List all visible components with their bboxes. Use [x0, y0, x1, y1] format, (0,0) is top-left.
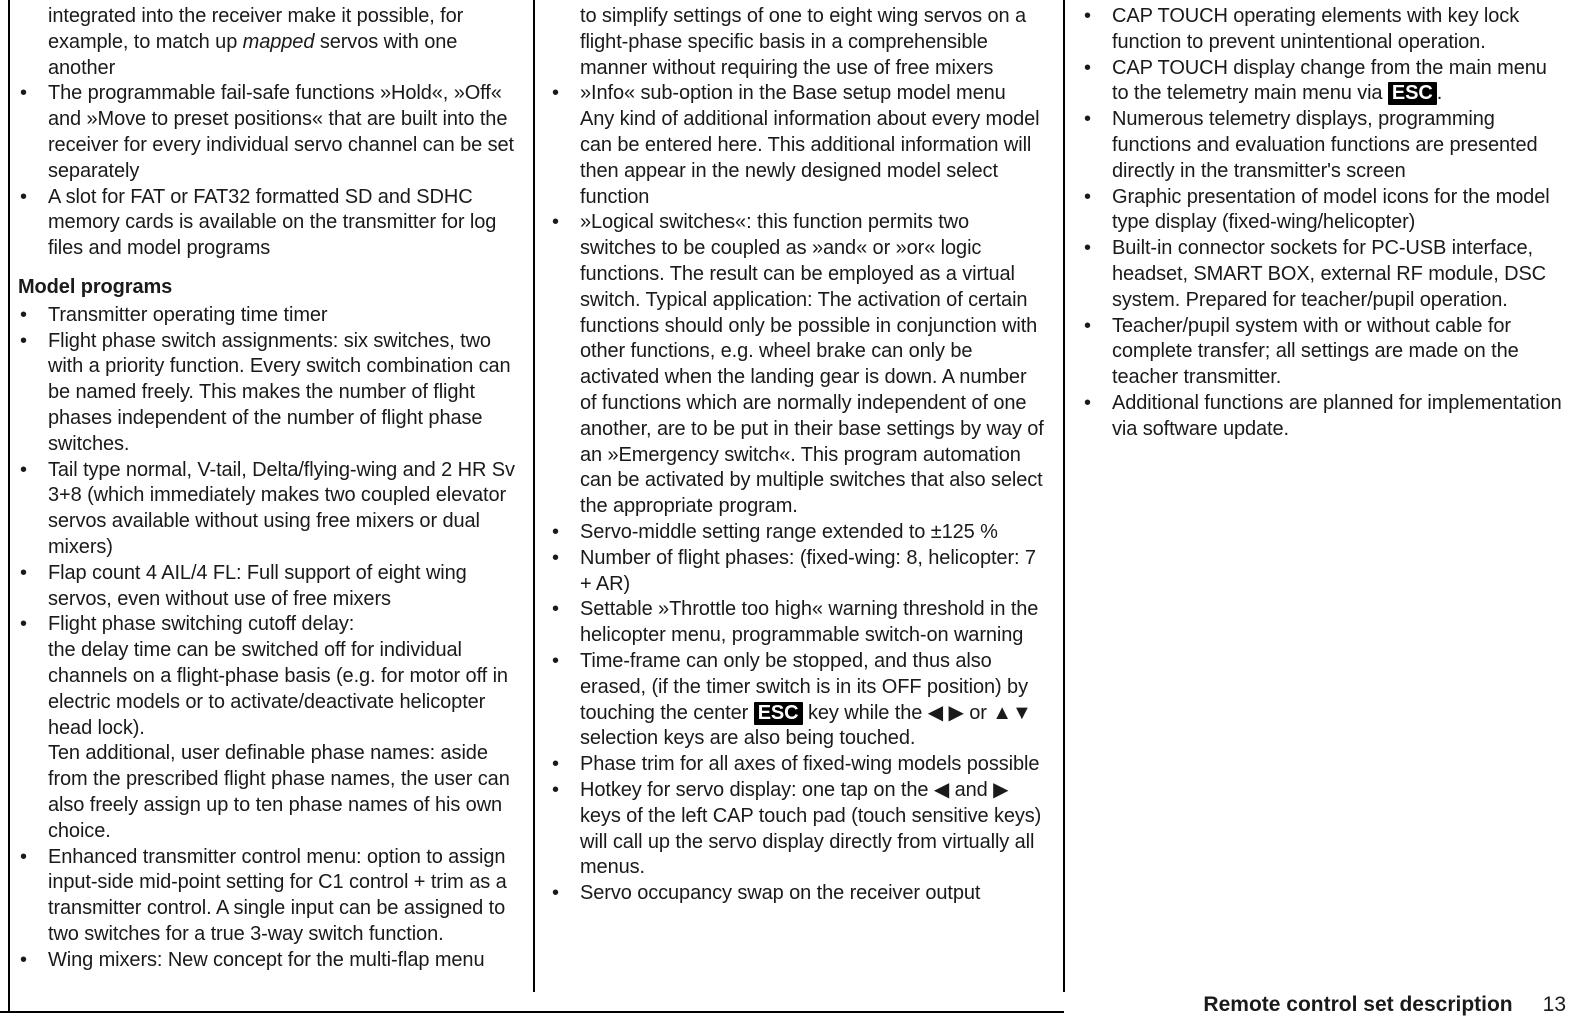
item-text: Flap count 4 AIL/4 FL: Full support of eight wing servos, even without use of free mixers: [48, 561, 467, 610]
bullet-marker: •: [1084, 108, 1091, 131]
bullet-item: [550, 210, 1046, 520]
item-text: CAP TOUCH display change from the main menu to the telemetry main menu via ESC .: [1112, 56, 1547, 105]
bullet-item: [550, 597, 1046, 649]
bullet-marker: •: [552, 546, 559, 569]
italic-text: mapped: [242, 30, 315, 53]
item-text: Servo-middle setting range extended to ±125 %: [580, 520, 998, 543]
bullet-item: [18, 185, 518, 262]
content-bottom-rule: [0, 1011, 1064, 1013]
item-text: Flight phase switch assignments: six switches, two with a priority function. Every switch combination can be named freely. This makes the number of flight phases independent of the number of flight phase switches.: [48, 329, 511, 455]
bullet-item: [550, 881, 1046, 907]
item-text: Transmitter operating time timer: [48, 303, 328, 326]
item-text: The programmable fail-safe functions »Hold«, »Off« and »Move to preset positions« that are built into the receiver for every individual servo channel can be set separately: [48, 82, 514, 182]
page-left-border-line: [8, 0, 10, 1013]
bullet-item: [18, 303, 518, 329]
bullet-item: [18, 329, 518, 458]
bullet-marker: •: [552, 649, 559, 672]
bullet-marker: •: [552, 753, 559, 776]
item-text: A slot for FAT or FAT32 formatted SD and SDHC memory cards is available on the transmitter for log files and model programs: [48, 185, 497, 260]
esc-key-badge: ESC: [1388, 82, 1437, 105]
bullet-item: [18, 948, 518, 974]
bullet-marker: •: [1084, 185, 1091, 208]
item-text: »Info« sub-option in the Base setup model menu Any kind of additional information about every model can be entered here. This additional information will then appear in the newly designed model select function: [580, 82, 1040, 208]
item-text: Numerous telemetry displays, programming functions and evaluation functions are presented directly in the transmitter's screen: [1112, 108, 1538, 182]
bullet-marker: •: [552, 882, 559, 905]
column-2: [550, 4, 1046, 907]
bullet-item: [18, 561, 518, 613]
bullet-marker: •: [1084, 314, 1091, 337]
item-text: Servo occupancy swap on the receiver output: [580, 882, 981, 905]
item-text: Hotkey for servo display: one tap on the ◀ and ▶ keys of the left CAP touch pad (touch sensitive keys) will call up the servo display directly from virtually all menus.: [580, 778, 1042, 879]
continuation-paragraph: integrated into the receiver make it possible, for example, to match up mapped servos with one another: [48, 5, 464, 79]
page-number: 13: [1542, 993, 1566, 1016]
bullet-marker: •: [552, 520, 559, 543]
item-text: »Logical switches«: this function permits two switches to be coupled as »and« or »or« logic functions. The result can be employed as a virtual switch. Typical application: The activation of certain functions should only be possible in conjunction with other functions, e.g. wheel brake can only be activated when the landing gear is down. A number of functions which are normally independent of one another, are to be put in their base settings by way of an »Emergency switch«. This program automation can be activated by multiple switches that also select the appropriate program.: [580, 211, 1044, 518]
item-text: CAP TOUCH operating elements with key lock function to prevent unintentional operation.: [1112, 5, 1520, 53]
bullet-item: [1082, 185, 1566, 237]
column-divider-2: [1063, 0, 1065, 992]
bullet-marker: •: [1084, 391, 1091, 414]
bullet-item: [550, 81, 1046, 210]
bullet-item: [18, 845, 518, 948]
item-text: Teacher/pupil system with or without cable for complete transfer; all settings are made on the teacher transmitter.: [1112, 314, 1519, 389]
item-text: Enhanced transmitter control menu: option to assign input-side mid-point setting for C1 control + trim as a transmitter control. A single input can be assigned to two switches for a true 3-way switch function.: [48, 845, 507, 945]
esc-key-badge: ESC: [754, 702, 803, 725]
bullet-marker: •: [552, 598, 559, 621]
bullet-marker: •: [20, 329, 27, 352]
bullet-item: [1082, 236, 1566, 313]
bullet-marker: •: [1084, 56, 1091, 79]
item-text: Graphic presentation of model icons for the model type display (fixed-wing/helicopter): [1112, 185, 1550, 234]
bullet-marker: •: [552, 778, 559, 801]
column-1: [18, 4, 518, 973]
bullet-item: [1082, 314, 1566, 391]
item-text: Time-frame can only be stopped, and thus also erased, (if the timer switch is in its OFF position) by touching the center ESC key while the ◀ ▶ or ▲▼ selection keys are also being touched.: [580, 649, 1032, 750]
bullet-item: [1082, 56, 1566, 108]
continuation-paragraph: to simplify settings of one to eight wing servos on a flight-phase specific basis in a comprehensible manner without requiring the use of free mixers: [580, 5, 1027, 79]
item-text: Number of flight phases: (fixed-wing: 8, helicopter: 7 + AR): [580, 546, 1036, 595]
section-heading: Model programs: [18, 275, 173, 298]
bullet-item: [1082, 4, 1566, 56]
item-text: Tail type normal, V-tail, Delta/flying-wing and 2 HR Sv 3+8 (which immediately makes two coupled elevator servos available without using free mixers or dual mixers): [48, 458, 515, 558]
bullet-item: [18, 458, 518, 561]
bullet-item: [550, 520, 1046, 546]
footer-title: Remote control set description: [1203, 993, 1513, 1016]
bullet-marker: •: [20, 845, 27, 868]
item-text: Settable »Throttle too high« warning threshold in the helicopter menu, programmable switch-on warning: [580, 598, 1039, 647]
item-text: Phase trim for all axes of fixed-wing models possible: [580, 753, 1040, 776]
bullet-item: [18, 81, 518, 184]
bullet-marker: •: [1084, 237, 1091, 260]
bullet-item: [550, 649, 1046, 752]
bullet-marker: •: [1084, 5, 1091, 27]
bullet-marker: •: [20, 303, 27, 326]
item-text: Flight phase switching cutoff delay: the delay time can be switched off for individual channels on a flight-phase basis (e.g. for motor off in electric models or to activate/deactivate helicopter head lock). Ten additional, user definable phase names: aside from the prescribed flight phase names, the user can also freely assign up to ten phase names of his own choice.: [48, 613, 510, 842]
page-footer: [1203, 993, 1566, 1017]
item-text: Built-in connector sockets for PC-USB interface, headset, SMART BOX, external RF module, DSC system. Prepared for teacher/pupil operation.: [1112, 237, 1547, 311]
bullet-marker: •: [20, 613, 27, 636]
column-divider-1: [533, 0, 535, 992]
bullet-item: [18, 612, 518, 844]
bullet-marker: •: [20, 561, 27, 584]
bullet-marker: •: [20, 458, 27, 481]
bullet-marker: •: [20, 185, 27, 208]
bullet-marker: •: [20, 948, 27, 971]
bullet-marker: •: [20, 82, 27, 105]
bullet-marker: •: [552, 211, 559, 234]
bullet-marker: •: [552, 82, 559, 105]
bullet-item: [1082, 391, 1566, 443]
item-text: Additional functions are planned for implementation via software update.: [1112, 391, 1562, 440]
bullet-item: [550, 546, 1046, 598]
column-3: [1082, 4, 1566, 443]
bullet-item: [550, 778, 1046, 881]
bullet-item: [1082, 107, 1566, 184]
bullet-item: [550, 752, 1046, 778]
item-text: Wing mixers: New concept for the multi-flap menu: [48, 948, 485, 971]
